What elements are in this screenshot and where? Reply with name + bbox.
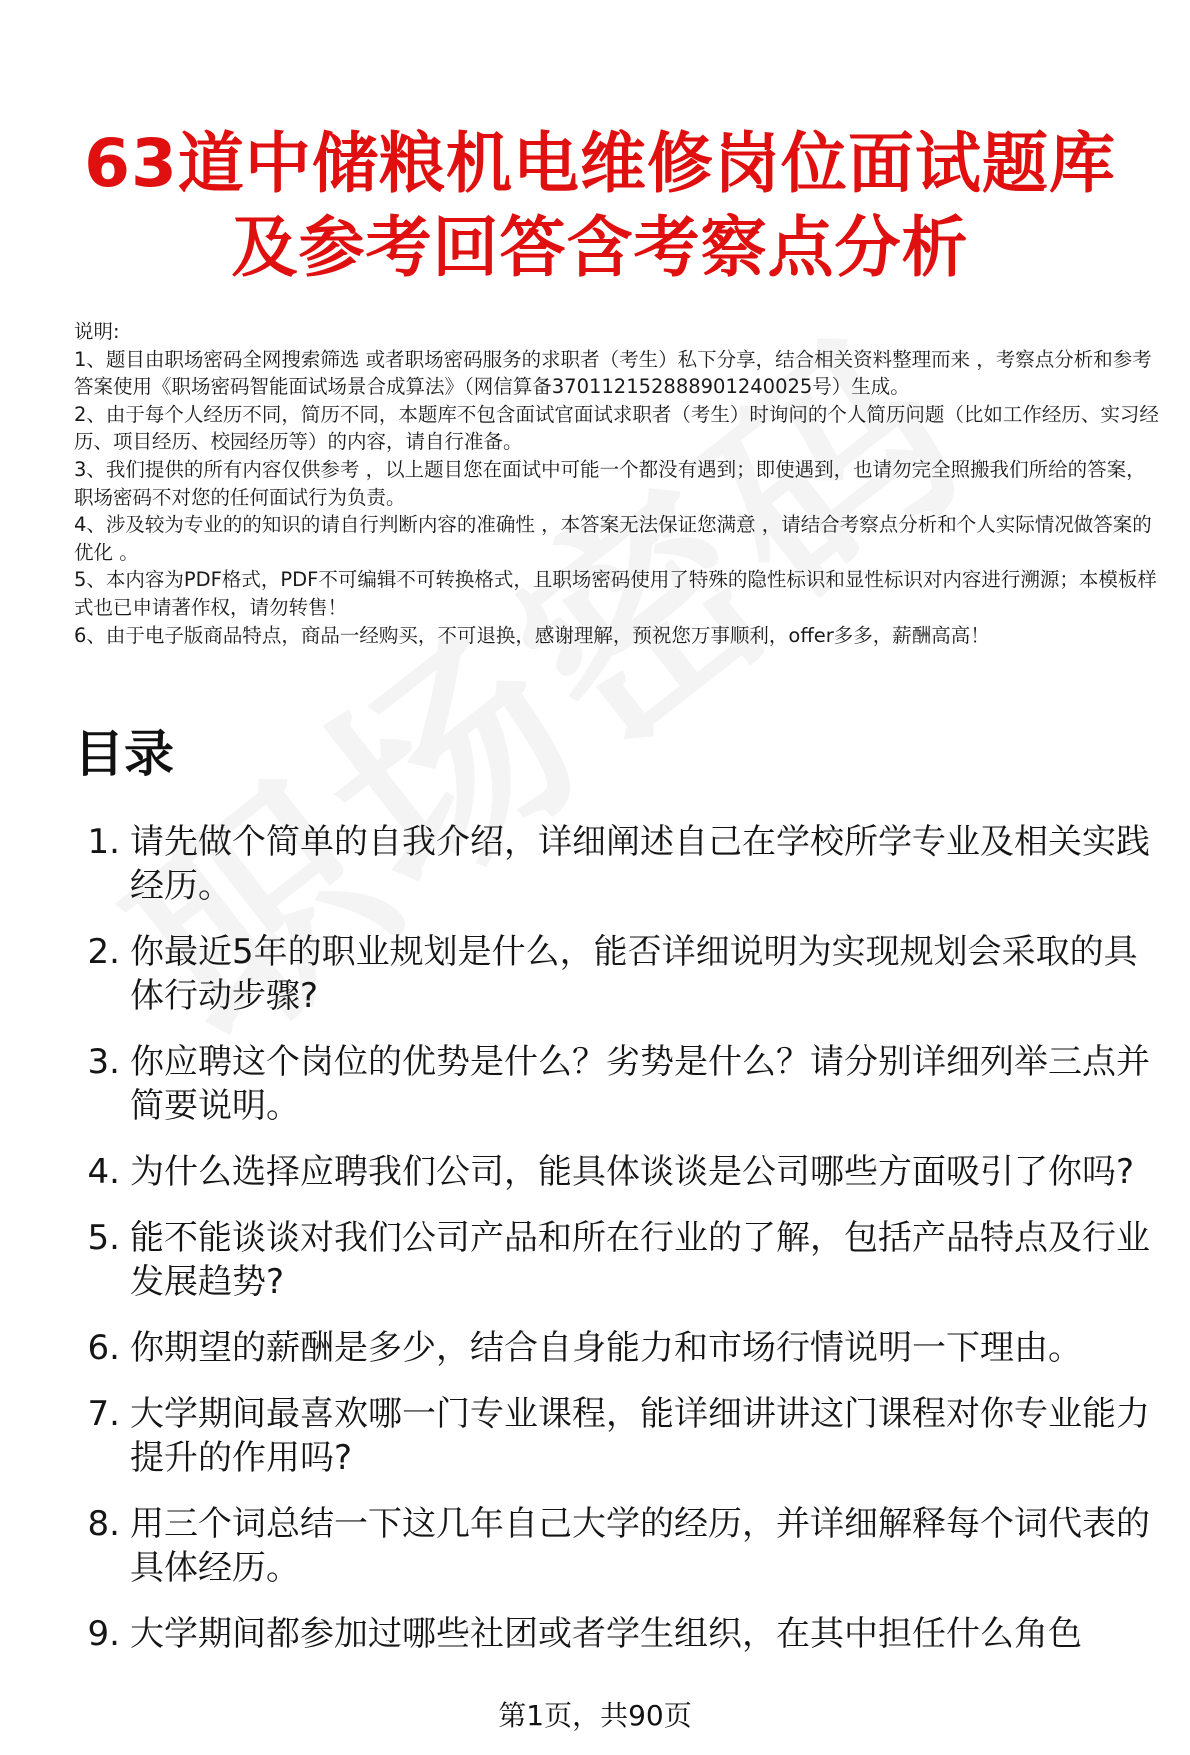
toc-item-text: 请先做个简单的自我介绍，详细阐述自己在学校所学专业及相关实践经历。 [130,822,1150,906]
note-item: 4、涉及较为专业的的知识的请自行判断内容的准确性 ，本答案无法保证您满意 ，请结合考察点分析和个人实际情况做答案的优化 。 [74,513,1152,564]
toc-list [74,820,1164,1678]
toc-item-number: 6. [87,1328,120,1368]
note-item: 3、我们提供的所有内容仅供参考 ，以上题目您在面试中可能一个都没有遇到；即使遇到，也请勿完全照搬我们所给的答案，职场密码不对您的任何面试行为负责。 [74,457,1146,509]
toc-item-text: 大学期间最喜欢哪一门专业课程，能详细讲讲这门课程对你专业能力提升的作用吗? [130,1394,1150,1478]
toc-item [74,1612,1164,1656]
note-item: 2、由于每个人经历不同，简历不同，本题库不包含面试官面试求职者（考生）时询问的个人简历问题（比如工作经历、实习经历、项目经历、校园经历等）的内容，请自行准备。 [74,402,1159,454]
note-item: 1、题目由职场密码全网搜索筛选 或者职场密码服务的求职者（考生）私下分享，结合相关资料整理而来 ，考察点分析和参考答案使用《职场密码智能面试场景合成算法》（网信算备370112152888901240025号）生成。 [74,347,1152,399]
note-item: 6、由于电子版商品特点，商品一经购买，不可退换，感谢理解，预祝您万事顺利，offer多多，薪酬高高！ [74,623,990,647]
toc-item [74,1040,1164,1128]
toc-item [74,1150,1164,1194]
toc-item-number: 8. [87,1504,120,1544]
title-line-2: 及参考回答含考察点分析 [231,209,969,286]
toc-item-number: 4. [87,1152,120,1192]
toc-item-text: 你应聘这个岗位的优势是什么？劣势是什么？请分别详细列举三点并简要说明。 [130,1042,1150,1126]
page-footer: 第1页，共90页 [498,1699,692,1732]
toc-item-text: 你期望的薪酬是多少，结合自身能力和市场行情说明一下理由。 [130,1328,1082,1368]
toc-item [74,820,1164,908]
toc-item-text: 大学期间都参加过哪些社团或者学生组织，在其中担任什么角色 [130,1614,1082,1654]
toc-item-number: 3. [87,1042,120,1082]
toc-item-text: 你最近5年的职业规划是什么，能否详细说明为实现规划会采取的具体行动步骤? [130,932,1138,1016]
toc-item-text: 用三个词总结一下这几年自己大学的经历，并详细解释每个词代表的具体经历。 [130,1504,1150,1588]
toc-item-number: 1. [87,822,120,862]
toc-item-text: 为什么选择应聘我们公司，能具体谈谈是公司哪些方面吸引了你吗? [130,1152,1135,1192]
toc-item-number: 5. [87,1218,120,1258]
notes-heading: 说明: [74,320,120,343]
notes-section [74,318,1164,649]
title-line-1: 63道中储粮机电维修岗位面试题库 [84,125,1116,202]
toc-item [74,1502,1164,1590]
toc-item-number: 2. [87,932,120,972]
toc-item-text: 能不能谈谈对我们公司产品和所在行业的了解，包括产品特点及行业发展趋势? [130,1218,1150,1302]
toc-item-number: 9. [87,1614,120,1654]
note-item: 5、本内容为PDF格式，PDF不可编辑不可转换格式，且职场密码使用了特殊的隐性标识和显性标识对内容进行溯源；本模板样式也已申请著作权，请勿转售！ [74,568,1157,619]
toc-item [74,1216,1164,1304]
toc-item [74,930,1164,1018]
toc-item-number: 7. [87,1394,120,1434]
toc-item [74,1392,1164,1480]
toc-item [74,1326,1164,1370]
document-title [60,122,1140,290]
toc-heading: 目录 [74,725,174,783]
